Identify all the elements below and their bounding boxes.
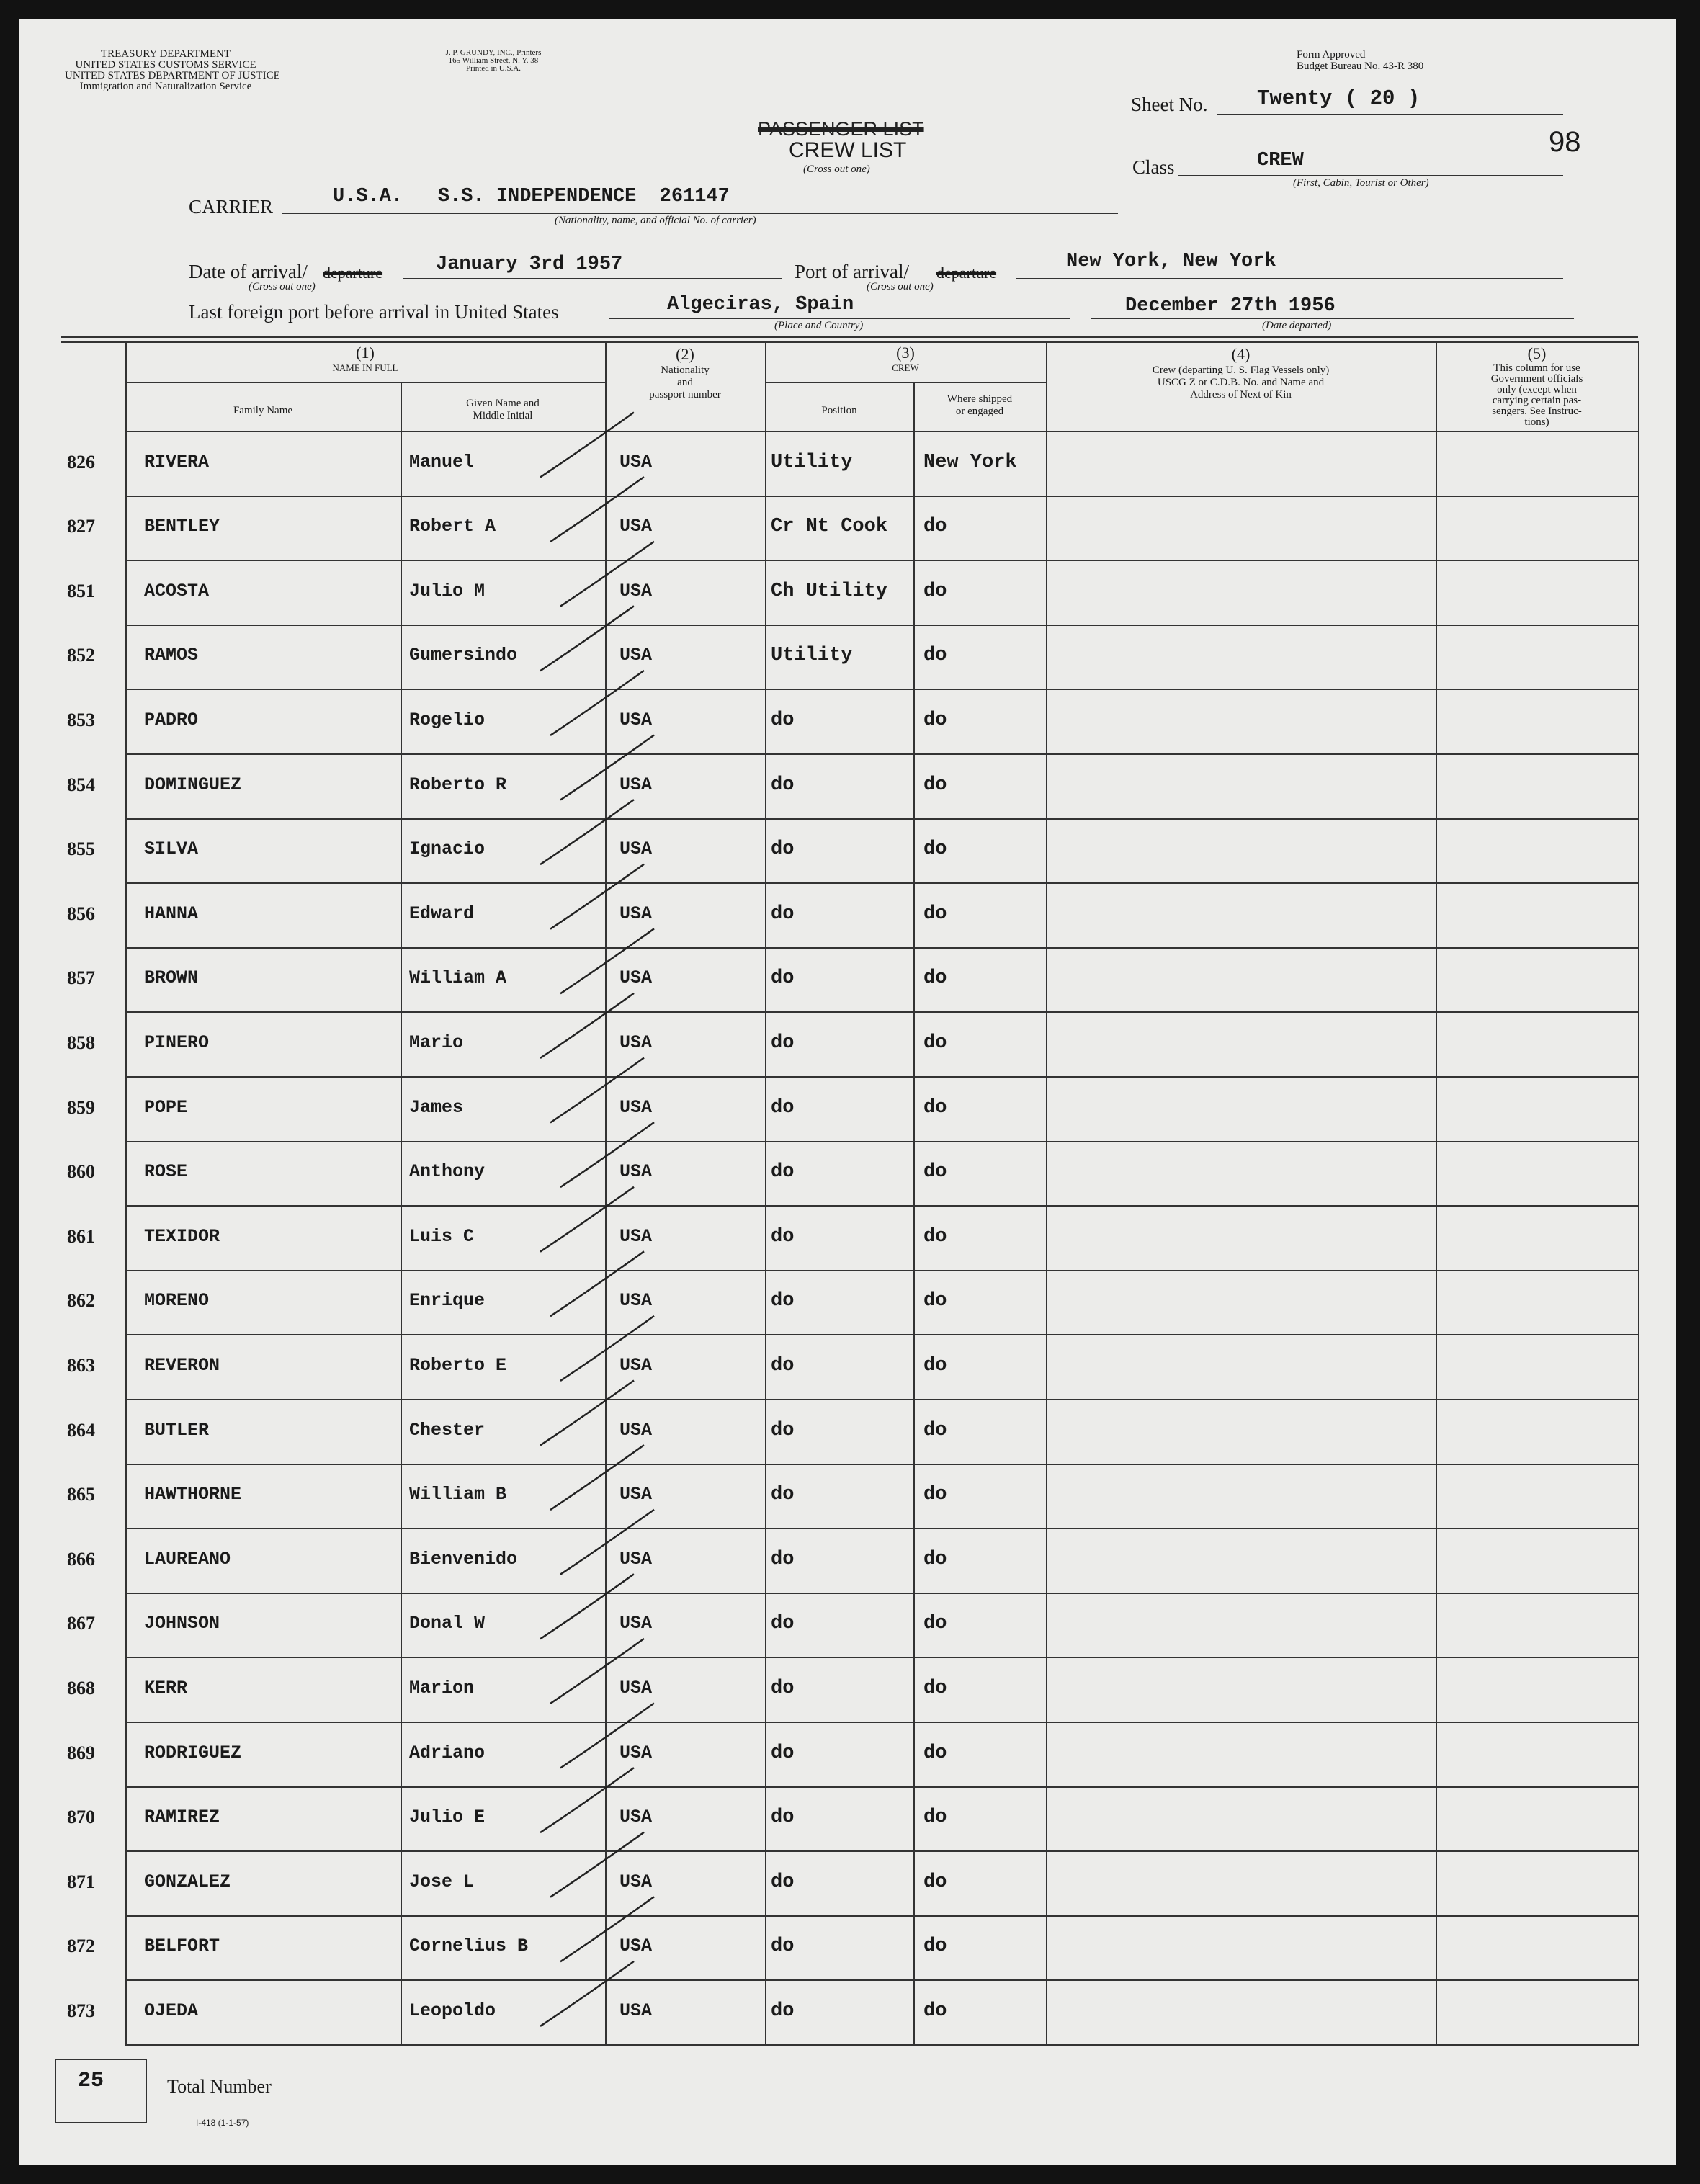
family-name-cell: BUTLER [144,1419,210,1441]
shipped-cell: do [923,1613,947,1635]
nationality-cell: USA [619,710,653,731]
page-number: 98 [1549,126,1581,158]
row-number: 853 [67,710,95,731]
row-rule [125,753,1638,755]
col2-heading [605,344,765,401]
row-number: 860 [67,1161,95,1183]
carrier-value: U.S.A. S.S. INDEPENDENCE 261147 [333,186,730,207]
row-rule [125,2044,1638,2046]
shipped-cell: do [923,1678,947,1700]
sheet-value: Twenty ( 20 ) [1257,86,1421,110]
col3b-line-1: Where shipped [947,393,1013,405]
family-name-cell: HAWTHORNE [144,1484,242,1505]
family-name-cell: BROWN [144,967,199,989]
row-number: 858 [67,1032,95,1054]
position-cell: do [771,1613,795,1635]
nationality-cell: USA [619,1225,653,1247]
nationality-cell: USA [619,645,653,666]
nationality-cell: USA [619,2000,653,2022]
shipped-cell: do [923,1742,947,1764]
row-rule [125,882,1638,884]
shipped-cell: do [923,580,947,602]
family-name-cell: RAMOS [144,645,199,666]
row-rule [125,496,1638,497]
row-rule [125,1334,1638,1335]
nationality-cell: USA [619,1355,653,1377]
form-approved-line-2: Budget Bureau No. 43-R 380 [1297,61,1424,72]
row-number: 873 [67,2000,95,2022]
port-arrival-value: New York, New York [1066,251,1276,272]
position-cell: do [771,710,795,732]
col5-line-1: This column for use [1493,362,1580,374]
col5-line-3: only (except when [1497,384,1577,395]
col2-line-2: and [677,377,693,388]
printer-line-1: J. P. GRUNDY, INC., Printers [445,48,542,57]
col1b-line-2: Middle Initial [473,410,533,421]
nationality-cell: USA [619,1871,653,1892]
row-number: 870 [67,1807,95,1828]
family-name-cell: POPE [144,1096,188,1118]
col3-title: CREW [892,362,919,373]
row-rule [125,1011,1638,1013]
form-code: I-418 (1-1-57) [196,2118,249,2128]
agency-line-1: TREASURY DEPARTMENT [100,48,231,60]
shipped-cell: do [923,1225,947,1248]
position-cell: do [771,1032,795,1055]
row-rule [125,689,1638,690]
row-number: 857 [67,967,95,989]
shipped-cell: do [923,1935,947,1958]
date-departed-note: (Date departed) [1262,320,1332,331]
row-number: 867 [67,1613,95,1634]
row-rule [125,1399,1638,1400]
port-arrival-label: Port of arrival/ [795,261,909,282]
row-rule [125,1464,1638,1465]
given-name-cell: William A [409,967,507,989]
given-name-cell: Roberto R [409,774,507,795]
row-number: 855 [67,838,95,860]
nationality-cell: USA [619,967,653,989]
given-name-cell: Roberto E [409,1355,507,1377]
col3-heading [765,344,1046,374]
date-crossed: departure [323,264,383,282]
row-number: 826 [67,451,95,473]
shipped-cell: do [923,1161,947,1183]
row-number: 852 [67,645,95,666]
family-name-cell: PADRO [144,710,199,731]
document-page [19,19,1676,2165]
shipped-cell: do [923,516,947,538]
given-name-cell: Leopoldo [409,2000,496,2022]
shipped-cell: do [923,710,947,732]
shipped-cell: do [923,1871,947,1893]
title-note: (Cross out one) [803,164,870,175]
position-cell: do [771,1161,795,1183]
shipped-cell: do [923,903,947,925]
family-name-cell: ROSE [144,1161,188,1183]
given-name-cell: Gumersindo [409,645,518,666]
col-divider [125,341,127,2046]
printer-imprint [403,49,583,73]
family-name-cell: RODRIGUEZ [144,1742,242,1763]
family-name-cell: RAMIREZ [144,1807,220,1828]
row-rule [125,1979,1638,1981]
position-cell: do [771,903,795,925]
shipped-cell: do [923,2000,947,2023]
shipped-cell: do [923,967,947,990]
form-approved [1297,49,1423,72]
col1a-heading: Family Name [233,405,293,416]
total-number-label: Total Number [167,2076,272,2097]
agency-line-4: Immigration and Naturalization Service [79,81,252,92]
row-number: 868 [67,1678,95,1699]
family-name-cell: BELFORT [144,1935,220,1957]
nationality-cell: USA [619,1678,653,1699]
last-port-note: (Place and Country) [774,320,864,331]
col5-line-6: tions) [1524,416,1549,428]
position-cell: do [771,1548,795,1570]
given-name-cell: Luis C [409,1225,475,1247]
row-rule [125,1657,1638,1658]
col5-line-4: carrying certain pas- [1492,395,1582,406]
date-arrival-label: Date of arrival/ [189,261,308,282]
given-name-cell: Cornelius B [409,1935,529,1957]
last-port-label: Last foreign port before arrival in United States [189,301,559,323]
position-cell: Ch Utility [771,580,888,602]
position-cell: do [771,1484,795,1506]
row-number: 827 [67,516,95,537]
page-title: CREW LIST [789,138,907,162]
position-cell: do [771,1290,795,1312]
family-name-cell: BENTLEY [144,516,220,537]
row-rule [125,1593,1638,1594]
given-name-cell: Anthony [409,1161,486,1183]
nationality-cell: USA [619,903,653,924]
col1-title: NAME IN FULL [332,362,398,373]
col4-number: (4) [1231,345,1251,363]
nationality-cell: USA [619,1807,653,1828]
shipped-cell: do [923,1355,947,1377]
nationality-cell: USA [619,1419,653,1441]
family-name-cell: HANNA [144,903,199,924]
header-bottom-rule [125,431,1638,432]
col4-line-1: Crew (departing U. S. Flag Vessels only) [1152,364,1330,376]
row-number: 866 [67,1548,95,1570]
row-rule [125,560,1638,561]
row-rule [125,947,1638,949]
given-name-cell: Rogelio [409,710,486,731]
class-value: CREW [1257,150,1304,171]
nationality-cell: USA [619,580,653,601]
given-name-cell: Julio M [409,580,486,601]
given-name-cell: Bienvenido [409,1548,518,1570]
shipped-cell: do [923,838,947,861]
row-number: 872 [67,1935,95,1957]
position-cell: do [771,1225,795,1248]
shipped-cell: do [923,645,947,667]
shipped-cell: do [923,774,947,796]
family-name-cell: MORENO [144,1290,210,1312]
carrier-note: (Nationality, name, and official No. of carrier) [555,215,756,226]
row-number: 871 [67,1871,95,1892]
col1-number: (1) [356,344,375,362]
nationality-cell: USA [619,1032,653,1054]
position-cell: do [771,1935,795,1958]
row-rule [125,1076,1638,1078]
nationality-cell: USA [619,1548,653,1570]
family-name-cell: TEXIDOR [144,1225,220,1247]
date-cross-note: (Cross out one) [249,281,316,292]
nationality-cell: USA [619,1742,653,1763]
position-cell: do [771,1678,795,1700]
row-number: 862 [67,1290,95,1312]
shipped-cell: New York [923,451,1017,473]
port-crossed: departure [936,264,997,282]
sheet-label: Sheet No. [1131,94,1208,115]
row-rule [125,1528,1638,1529]
family-name-cell: GONZALEZ [144,1871,231,1892]
col1b-heading [401,398,605,422]
family-name-cell: RIVERA [144,451,210,473]
position-cell: do [771,1807,795,1829]
agency-line-3: UNITED STATES DEPARTMENT OF JUSTICE [65,70,280,81]
col2-number: (2) [676,345,694,363]
class-note: (First, Cabin, Tourist or Other) [1293,177,1429,189]
given-name-cell: James [409,1096,464,1118]
col4-line-2: USCG Z or C.D.B. No. and Name and [1157,377,1325,388]
col4-line-3: Address of Next of Kin [1190,389,1292,400]
family-name-cell: LAUREANO [144,1548,231,1570]
row-number: 863 [67,1355,95,1377]
position-cell: do [771,774,795,796]
total-number-value: 25 [78,2069,104,2093]
nationality-cell: USA [619,451,653,473]
agency-header [65,48,280,92]
table-top-rule [61,336,1638,338]
col5-number: (5) [1527,344,1547,362]
col5-heading [1436,344,1638,428]
class-label: Class [1132,156,1175,178]
position-cell: Cr Nt Cook [771,516,888,538]
given-name-cell: Julio E [409,1807,486,1828]
row-number: 856 [67,903,95,924]
col3a-heading: Position [821,405,857,416]
nationality-cell: USA [619,838,653,860]
col1-heading [125,344,605,374]
given-name-cell: Mario [409,1032,464,1054]
given-name-cell: Manuel [409,451,475,473]
family-name-cell: PINERO [144,1032,210,1054]
given-name-cell: Edward [409,903,475,924]
nationality-cell: USA [619,1096,653,1118]
col2-line-3: passport number [649,389,721,400]
row-number: 861 [67,1225,95,1247]
given-name-cell: Donal W [409,1613,486,1634]
col3b-line-2: or engaged [955,406,1004,417]
given-name-cell: William B [409,1484,507,1505]
row-number: 854 [67,774,95,795]
row-rule [125,1141,1638,1142]
given-name-cell: Marion [409,1678,475,1699]
col4-heading [1046,344,1436,401]
nationality-cell: USA [619,1613,653,1634]
row-number: 851 [67,580,95,601]
given-name-cell: Adriano [409,1742,486,1763]
col3b-heading [913,393,1046,418]
carrier-label: CARRIER [189,196,274,218]
printer-line-3: Printed in U.S.A. [465,64,522,73]
row-rule [125,1722,1638,1723]
col5-line-2: Government officials [1490,373,1583,385]
col2-line-1: Nationality [661,364,710,376]
date-departed-value: December 27th 1956 [1125,295,1336,317]
row-number: 864 [67,1419,95,1441]
given-name-cell: Jose L [409,1871,475,1892]
family-name-cell: JOHNSON [144,1613,220,1634]
given-name-cell: Chester [409,1419,486,1441]
given-name-cell: Enrique [409,1290,486,1312]
position-cell: Utility [771,451,853,473]
nationality-cell: USA [619,1161,653,1183]
family-name-cell: OJEDA [144,2000,199,2022]
col5-line-5: sengers. See Instruc- [1492,406,1582,417]
position-cell: Utility [771,645,853,667]
shipped-cell: do [923,1548,947,1570]
shipped-cell: do [923,1032,947,1055]
position-cell: do [771,1355,795,1377]
position-cell: do [771,2000,795,2023]
position-cell: do [771,838,795,861]
position-cell: do [771,1871,795,1893]
position-cell: do [771,1742,795,1764]
family-name-cell: KERR [144,1678,188,1699]
row-number: 865 [67,1484,95,1505]
crossed-title: PASSENGER LIST [758,118,924,140]
agency-line-2: UNITED STATES CUSTOMS SERVICE [75,59,256,71]
shipped-cell: do [923,1096,947,1119]
port-cross-note: (Cross out one) [867,281,934,292]
row-number: 869 [67,1742,95,1763]
printer-line-2: 165 William Street, N. Y. 38 [448,56,539,65]
shipped-cell: do [923,1419,947,1441]
family-name-cell: REVERON [144,1355,220,1377]
nationality-cell: USA [619,1484,653,1505]
position-cell: do [771,1419,795,1441]
nationality-cell: USA [619,774,653,795]
row-rule [125,1205,1638,1207]
nationality-cell: USA [619,1935,653,1957]
row-rule [125,1786,1638,1788]
row-rule [125,1915,1638,1917]
family-name-cell: ACOSTA [144,580,210,601]
row-rule [125,818,1638,820]
position-cell: do [771,1096,795,1119]
position-cell: do [771,967,795,990]
row-number: 859 [67,1096,95,1118]
nationality-cell: USA [619,516,653,537]
col3-number: (3) [896,344,915,362]
row-rule [125,1270,1638,1271]
last-port-value: Algeciras, Spain [667,294,854,315]
row-rule [125,1850,1638,1852]
family-name-cell: DOMINGUEZ [144,774,242,795]
given-name-cell: Ignacio [409,838,486,860]
col1b-line-1: Given Name and [466,398,540,409]
date-arrival-value: January 3rd 1957 [436,254,623,275]
shipped-cell: do [923,1484,947,1506]
given-name-cell: Robert A [409,516,496,537]
form-approved-line-1: Form Approved [1297,49,1366,61]
row-rule [125,625,1638,626]
shipped-cell: do [923,1807,947,1829]
nationality-cell: USA [619,1290,653,1312]
shipped-cell: do [923,1290,947,1312]
family-name-cell: SILVA [144,838,199,860]
